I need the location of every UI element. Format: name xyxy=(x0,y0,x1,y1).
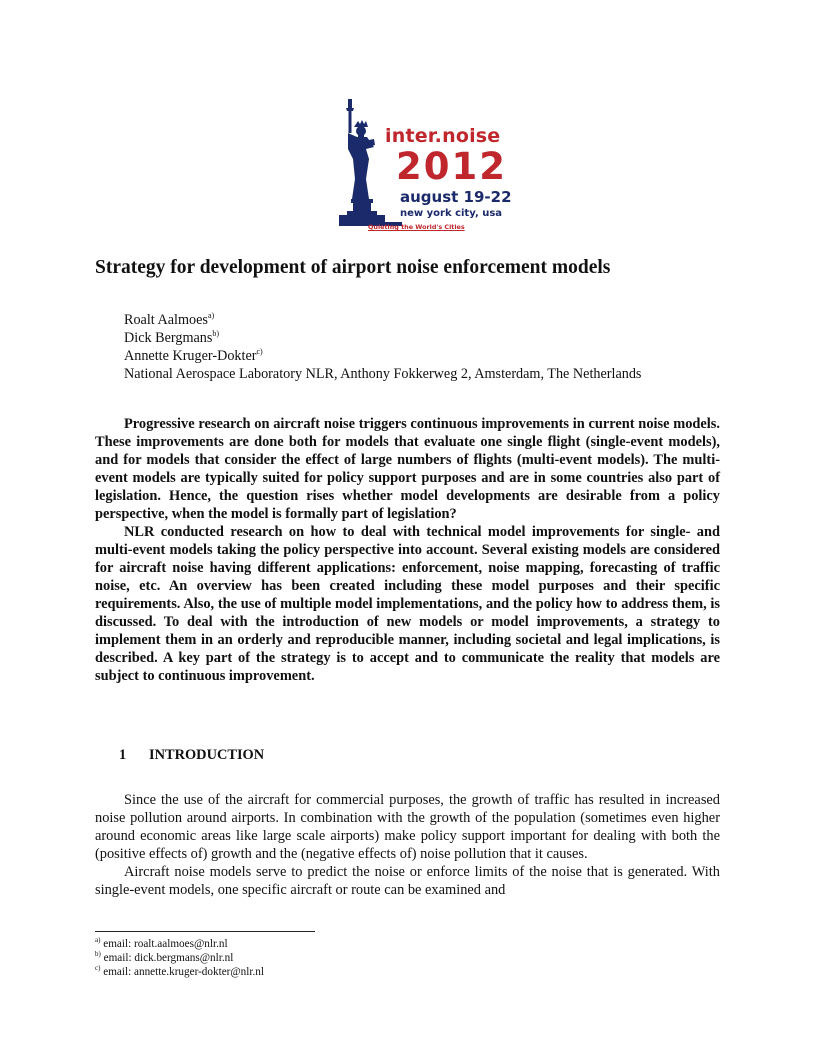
section-title: INTRODUCTION xyxy=(149,747,265,763)
footnote xyxy=(95,951,264,965)
footnotes xyxy=(95,937,264,979)
section-number: 1 xyxy=(119,747,127,763)
author xyxy=(124,329,641,347)
footnote-mark: c) xyxy=(95,964,101,972)
footnote-rule xyxy=(95,931,315,932)
logo-brand: inter.noise xyxy=(385,125,501,147)
author-footnote-mark: b) xyxy=(212,329,220,338)
author-block xyxy=(124,311,641,383)
footnote xyxy=(95,965,264,979)
logo-year: 2012 xyxy=(396,145,507,188)
logo-city: new york city, usa xyxy=(400,208,503,219)
section-heading xyxy=(119,747,264,764)
author-footnote-mark: a) xyxy=(207,311,215,320)
abstract-paragraph: Progressive research on aircraft noise triggers continuous improvements in current noise models. These improvements are done both for models that evaluate one single flight (single-event models), and for models that consider the effect of large numbers of flights (multi-event models). The multi-event models are typically suited for policy support purposes and are in some countries also part of legislation. Hence, the question rises whether model developments are desirable from a policy perspective, when the model is formally part of legislation? xyxy=(95,416,720,522)
author-name: Annette Kruger-Dokter xyxy=(124,348,257,364)
abstract-paragraph: NLR conducted research on how to deal with technical model improvements for single- and multi-event models taking the policy perspective into account. Several existing models are considered for aircraft noise having different applications: enforcement, noise mapping, forecasting of traffic noise, etc. An overview has been created including these model purposes and their specific requirements. Also, the use of multiple model implementations, and the policy how to address them, is discussed. To deal with the introduction of new models or model improvements, a strategy to implement them in an orderly and reproducible manner, including societal and legal implications, is described. A key part of the strategy is to accept and to communicate the reality that models are subject to continuous improvement. xyxy=(95,524,720,684)
logo-dates: august 19-22 xyxy=(400,188,512,206)
footnote xyxy=(95,937,264,951)
footnote-text: email: annette.kruger-dokter@nlr.nl xyxy=(103,966,264,978)
body-paragraph: Aircraft noise models serve to predict the noise or enforce limits of the noise that is generated. With single-event models, one specific aircraft or route can be examined and xyxy=(95,864,720,898)
author-name: Dick Bergmans xyxy=(124,330,213,346)
author-footnote-mark: c) xyxy=(256,347,263,356)
author-name: Roalt Aalmoes xyxy=(124,312,208,328)
footnote-mark: b) xyxy=(95,950,101,958)
logo-tagline: Quieting the World's Cities xyxy=(368,223,465,231)
conference-logo xyxy=(336,97,516,237)
author xyxy=(124,311,641,329)
footnote-mark: a) xyxy=(95,936,101,944)
abstract xyxy=(95,415,720,685)
body-text xyxy=(95,791,720,899)
footnote-text: email: roalt.aalmoes@nlr.nl xyxy=(103,938,228,950)
affiliation: National Aerospace Laboratory NLR, Anthony Fokkerweg 2, Amsterdam, The Netherlands xyxy=(124,366,642,382)
paper-title: Strategy for development of airport noise enforcement models xyxy=(95,257,611,278)
footnote-text: email: dick.bergmans@nlr.nl xyxy=(103,952,234,964)
author xyxy=(124,347,641,365)
body-paragraph: Since the use of the aircraft for commercial purposes, the growth of traffic has resulted in increased noise pollution around airports. In combination with the growth of the population (sometimes even higher around economic areas like large scale airports) make policy support important for dealing with both the (positive effects of) growth and the (negative effects of) noise pollution that it causes. xyxy=(95,792,720,862)
